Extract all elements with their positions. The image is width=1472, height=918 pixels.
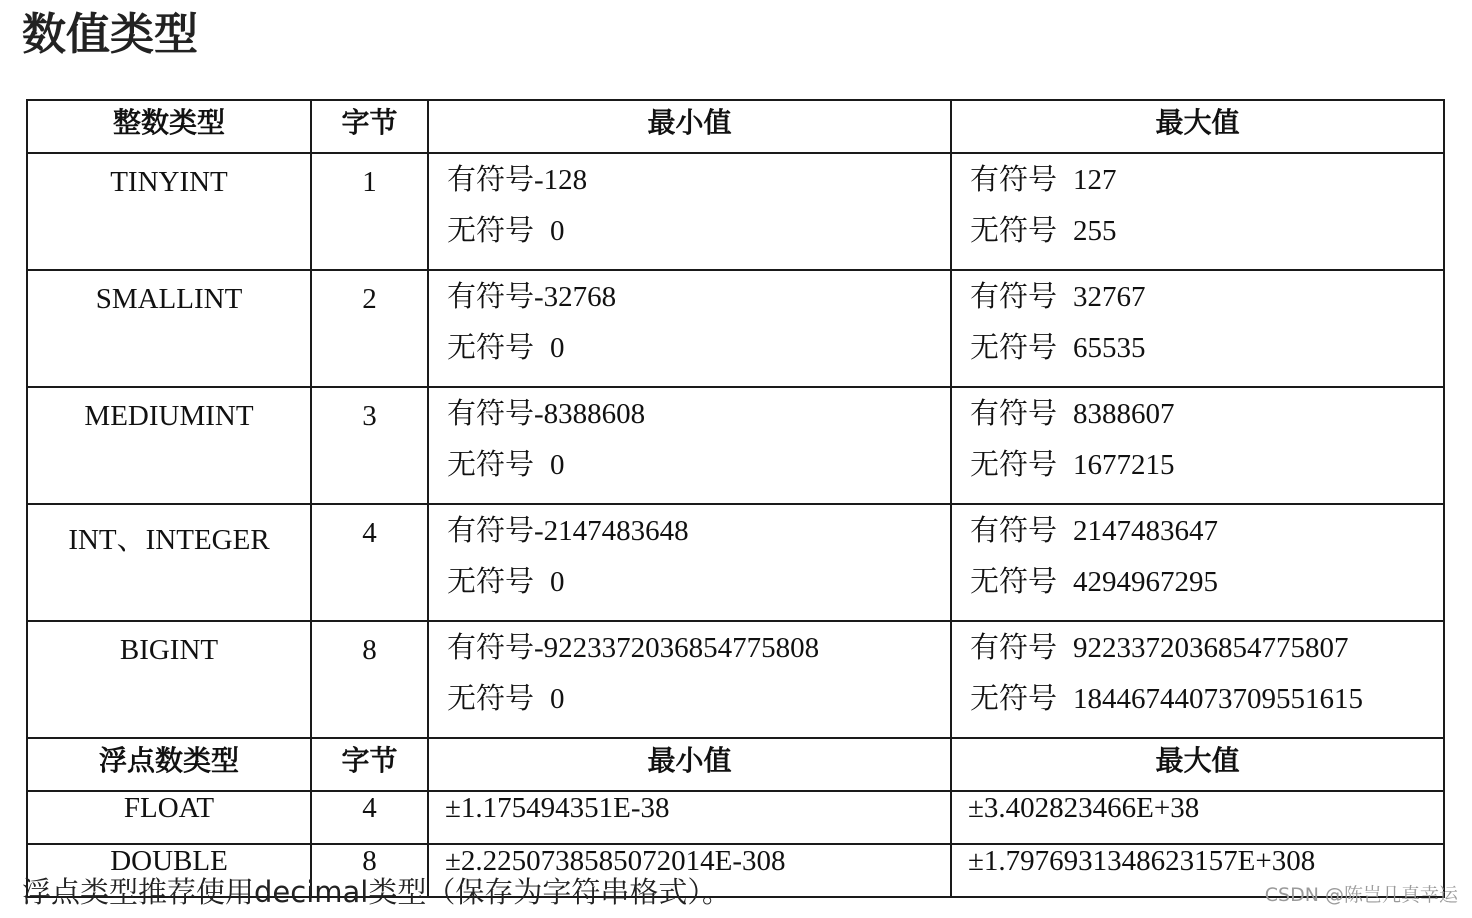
max-cell bbox=[951, 504, 1444, 621]
type-cell: FLOAT bbox=[27, 791, 311, 844]
unsigned-label: 无符号 bbox=[970, 447, 1058, 481]
max-signed-value: 127 bbox=[1073, 164, 1117, 196]
signed-label: 有符号 bbox=[970, 513, 1058, 547]
signed-label: 有符号 bbox=[447, 162, 535, 196]
bytes-cell: 4 bbox=[311, 504, 428, 621]
min-signed-value: -2147483648 bbox=[534, 515, 689, 547]
min-unsigned-value: 0 bbox=[550, 683, 565, 715]
signed-label: 有符号 bbox=[970, 396, 1058, 430]
bytes-cell: 1 bbox=[311, 153, 428, 270]
header-cell: 字节 bbox=[311, 738, 428, 791]
min-signed-value: -8388608 bbox=[534, 398, 646, 430]
bytes-cell: 8 bbox=[311, 621, 428, 738]
bytes-cell: 4 bbox=[311, 791, 428, 844]
min-unsigned-value: 0 bbox=[550, 449, 565, 481]
signed-label: 有符号 bbox=[970, 630, 1058, 664]
header-cell: 最小值 bbox=[428, 100, 951, 153]
unsigned-label: 无符号 bbox=[447, 447, 535, 481]
table-row bbox=[27, 621, 1444, 738]
min-cell bbox=[428, 153, 951, 270]
header-cell: 字节 bbox=[311, 100, 428, 153]
max-cell: ±1.7976931348623157E+308 bbox=[951, 844, 1444, 897]
max-cell bbox=[951, 621, 1444, 738]
unsigned-label: 无符号 bbox=[447, 564, 535, 598]
header-cell: 最小值 bbox=[428, 738, 951, 791]
header-cell: 最大值 bbox=[951, 738, 1444, 791]
min-cell bbox=[428, 270, 951, 387]
signed-label: 有符号 bbox=[447, 513, 535, 547]
signed-label: 有符号 bbox=[447, 630, 535, 664]
min-cell: ±1.175494351E-38 bbox=[428, 791, 951, 844]
header-cell: 整数类型 bbox=[27, 100, 311, 153]
unsigned-label: 无符号 bbox=[447, 681, 535, 715]
table-row bbox=[27, 791, 1444, 844]
min-cell: ±2.2250738585072014E-308 bbox=[428, 844, 951, 897]
signed-label: 有符号 bbox=[970, 279, 1058, 313]
unsigned-label: 无符号 bbox=[447, 330, 535, 364]
min-cell bbox=[428, 504, 951, 621]
type-cell: TINYINT bbox=[27, 153, 311, 270]
note-text: 浮点类型推荐使用decimal类型（保存为字符串格式）。 bbox=[22, 875, 731, 909]
table-row bbox=[27, 504, 1444, 621]
signed-label: 有符号 bbox=[970, 162, 1058, 196]
type-cell: SMALLINT bbox=[27, 270, 311, 387]
table-row bbox=[27, 153, 1444, 270]
max-cell bbox=[951, 153, 1444, 270]
max-unsigned-value: 18446744073709551615 bbox=[1073, 683, 1364, 715]
max-cell bbox=[951, 270, 1444, 387]
unsigned-label: 无符号 bbox=[970, 213, 1058, 247]
max-cell: ±3.402823466E+38 bbox=[951, 791, 1444, 844]
type-cell: DOUBLE bbox=[27, 844, 311, 897]
max-signed-value: 8388607 bbox=[1073, 398, 1175, 430]
integer-header-row bbox=[27, 100, 1444, 153]
bytes-cell: 2 bbox=[311, 270, 428, 387]
table-row bbox=[27, 387, 1444, 504]
unsigned-label: 无符号 bbox=[970, 681, 1058, 715]
watermark: CSDN @陈岂几真幸运 bbox=[1264, 884, 1458, 906]
unsigned-label: 无符号 bbox=[970, 330, 1058, 364]
type-cell: MEDIUMINT bbox=[27, 387, 311, 504]
header-cell: 浮点数类型 bbox=[27, 738, 311, 791]
signed-label: 有符号 bbox=[447, 396, 535, 430]
numeric-types-table bbox=[26, 99, 1445, 898]
min-unsigned-value: 0 bbox=[550, 332, 565, 364]
unsigned-label: 无符号 bbox=[970, 564, 1058, 598]
signed-label: 有符号 bbox=[447, 279, 535, 313]
min-unsigned-value: 0 bbox=[550, 566, 565, 598]
header-cell: 最大值 bbox=[951, 100, 1444, 153]
max-cell bbox=[951, 387, 1444, 504]
max-unsigned-value: 1677215 bbox=[1073, 449, 1175, 481]
bytes-cell: 8 bbox=[311, 844, 428, 897]
min-signed-value: -9223372036854775808 bbox=[534, 632, 820, 664]
table-row bbox=[27, 270, 1444, 387]
bytes-cell: 3 bbox=[311, 387, 428, 504]
min-signed-value: -32768 bbox=[534, 281, 617, 313]
type-cell: BIGINT bbox=[27, 621, 311, 738]
max-unsigned-value: 65535 bbox=[1073, 332, 1146, 364]
min-cell bbox=[428, 387, 951, 504]
max-unsigned-value: 4294967295 bbox=[1073, 566, 1219, 598]
min-unsigned-value: 0 bbox=[550, 215, 565, 247]
min-cell bbox=[428, 621, 951, 738]
max-signed-value: 2147483647 bbox=[1073, 515, 1219, 547]
type-cell: INT、INTEGER bbox=[27, 504, 311, 621]
unsigned-label: 无符号 bbox=[447, 213, 535, 247]
page-title: 数值类型 bbox=[22, 9, 198, 60]
min-signed-value: -128 bbox=[534, 164, 588, 196]
max-signed-value: 9223372036854775807 bbox=[1073, 632, 1349, 664]
max-signed-value: 32767 bbox=[1073, 281, 1146, 313]
max-unsigned-value: 255 bbox=[1073, 215, 1117, 247]
float-header-row bbox=[27, 738, 1444, 791]
